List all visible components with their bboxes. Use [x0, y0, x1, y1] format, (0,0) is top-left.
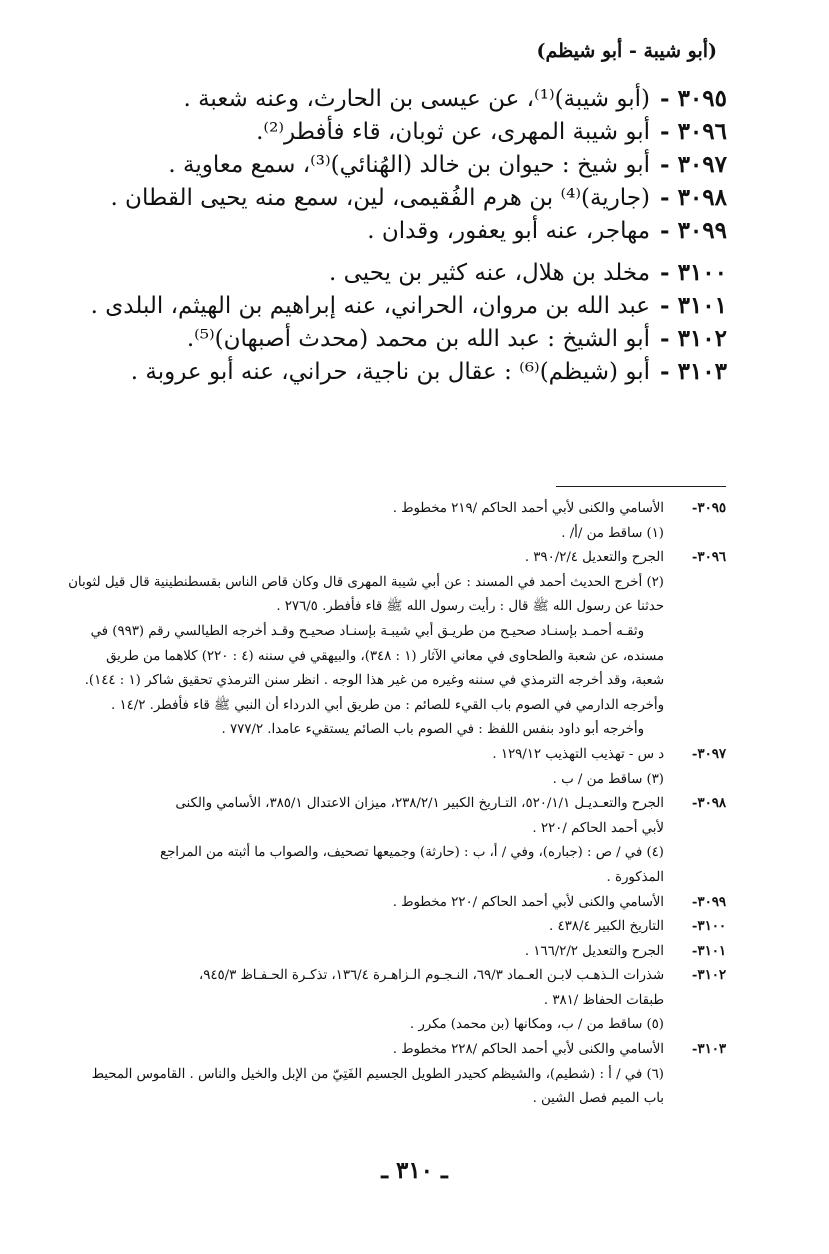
entry-number: ٣٠٩٦ - [660, 118, 727, 145]
footnote-line: (١) ساقط من /أ/ . [561, 525, 664, 541]
footnote-line: لأبي أحمد الحاكم /٢٢٠ . [532, 820, 664, 836]
footnote-line: وأخرجه أبو داود بنفس اللفظ : في الصوم باب الصائم يستقيء عامدا. ٧٧٧/٢ . [221, 722, 644, 738]
footnote-entry-number: ٣١٠٠- [691, 919, 726, 935]
footnote-line: التاريخ الكبير ٤٣٨/٤ . [549, 919, 664, 935]
entry-text: أبو شيبة المهرى، عن ثوبان، قاء فأفطر⁽²⁾. [256, 119, 651, 145]
footnote-line: د س - تهذيب التهذيب ١٢٩/١٢ . [492, 746, 664, 762]
entry-row [40, 256, 727, 289]
entry-row [40, 214, 727, 247]
footnote-block [86, 743, 726, 792]
entry-number: ٣١٠٣ - [660, 358, 727, 385]
footnote-body [86, 1038, 664, 1112]
footnote-line: الجرح والتعـديـل ٥٢٠/١/١، التـاريخ الكبير ٢٣٨/٢/١، ميزان الاعتدال ٣٨٥/١، الأسامي والكنى [175, 796, 664, 812]
footnote-body [68, 546, 664, 743]
footnote-line: (٥) ساقط من / ب، ومكانها (بن محمد) مكرر . [409, 1017, 664, 1033]
footnote-line: الجرح والتعديل ٣٩٠/٢/٤ . [524, 550, 664, 566]
footnote-block [68, 546, 726, 743]
entry-row [40, 82, 727, 115]
footnote-block [86, 940, 726, 965]
footnote-entry-number: ٣١٠٣- [691, 1042, 726, 1058]
footnote-line: (٢) أخرج الحديث أحمد في المسند : عن أبي شيبة المهرى قال وكان قاص الناس بقسطنطينية قال قيل لثوبان [68, 574, 664, 590]
footnote-entry-number: ٣٠٩٧- [691, 746, 726, 762]
entry-number: ٣٠٩٩ - [660, 217, 727, 244]
entry-number: ٣١٠٠ - [660, 259, 727, 286]
entries-list [40, 82, 727, 388]
footnote-line: الأسامي والكنى لأبي أحمد الحاكم /٢٢٠ مخطوط . [392, 894, 664, 910]
footnote-body [86, 940, 664, 965]
footnote-block [86, 792, 726, 890]
entry-number: ٣٠٩٧ - [660, 151, 727, 178]
entry-text: مخلد بن هلال، عنه كثير بن يحيى . [328, 260, 651, 286]
footnote-block [86, 891, 726, 916]
entry-number: ٣٠٩٨ - [660, 184, 727, 211]
footnote-body [86, 497, 664, 546]
footnote-line: المذكورة . [606, 869, 664, 885]
footnote-entry-number: ٣٠٩٩- [691, 894, 726, 910]
footnote-line: طبقات الحفاظ /٣٨١ . [543, 992, 664, 1008]
entry-text: أبو شيخ : حيوان بن خالد (الهُنائي)⁽³⁾، سمع معاوية . [168, 152, 651, 178]
footnote-line: وأخرجه الدارمي في الصوم باب القيء للصائم : من طريق أبي الدرداء أن النبي ﷺ قاء فأفطر. ١٤/٢ . [111, 697, 664, 713]
footnote-entry-number: ٣١٠١- [691, 943, 726, 959]
footnote-entry-number: ٣٠٩٥- [691, 501, 726, 516]
footnote-separator [556, 486, 726, 487]
entry-row [40, 181, 727, 214]
footnote-body [86, 792, 664, 890]
footnote-line: الأسامي والكنى لأبي أحمد الحاكم /٢١٩ مخطوط . [392, 501, 664, 516]
entry-text: (جارية)⁽⁴⁾ بن هرم الفُقيمى، لين، سمع منه يحيى القطان . [110, 185, 651, 211]
footnote-line: (٦) في / أ : (شطيم)، والشيظم كحيدر الطويل الجسيم الفَتِيّ من الإبل والخيل والناس . القاموس المحيط [91, 1066, 664, 1082]
entry-text: أبو (شيظم)⁽⁶⁾ : عقال بن ناجية، حراني، عنه أبو عروبة . [130, 359, 651, 385]
footnote-line: وثقـه أحمـد بإسنـاد صحيـح من طريـق أبي شيبـة بإسنـاد صحيـح وقـد أخرجه الطيالسي رقم (٩٩٣) في [90, 623, 644, 639]
footnote-line: حدثنا عن رسول الله ﷺ قال : رأيت رسول الله ﷺ قاء فأفطر. ٢٧٦/٥ . [276, 599, 664, 615]
footnote-block [86, 915, 726, 940]
entry-text: مهاجر، عنه أبو يعفور، وقدان . [367, 218, 651, 244]
footnote-line: الأسامي والكنى لأبي أحمد الحاكم /٢٢٨ مخطوط . [392, 1042, 664, 1058]
footnote-line: شعبة، وقد أخرجه الترمذي في سننه وغيره من غير هذا الوجه . انظر سنن الترمذي تحقيق شاكر (١ : ١٤٤). [84, 673, 664, 689]
running-header: (أبو شيبة - أبو شيظم) [536, 40, 717, 62]
footnote-body [86, 964, 664, 1038]
entry-row [40, 289, 727, 322]
footnote-body [86, 743, 664, 792]
footnote-block [86, 1038, 726, 1112]
footnote-line: الجرح والتعديل ١٦٦/٢/٢ . [524, 943, 664, 959]
footnote-line: مسنده، عن شعبة والطحاوى في معاني الآثار (١ : ٣٤٨)، والبيهقي في سننه (٤ : ٢٢٠) كلاهما من طريق [106, 648, 664, 664]
footnote-body [86, 915, 664, 940]
footnote-line: (٣) ساقط من / ب . [552, 771, 664, 787]
footnote-block [86, 497, 726, 546]
footnote-line: (٤) في / ص : (جباره)، وفي / أ، ب : (حارثة) وجميعها تصحيف، والصواب ما أثبته من المراجع [160, 845, 664, 861]
entry-text: عبد الله بن مروان، الحراني، عنه إبراهيم بن الهيثم، البلدى . [90, 293, 651, 319]
page-number: ـ ٣١٠ ـ [381, 1157, 448, 1184]
footnote-line: باب الميم فصل الشين . [532, 1091, 664, 1107]
footnote-entry-number: ٣٠٩٦- [691, 550, 726, 566]
footnote-entry-number: ٣١٠٢- [691, 968, 726, 984]
entry-row [40, 322, 727, 355]
footnote-line: شذرات الـذهـب لابـن العـماد ٦٩/٣، النـجـوم الـزاهـرة ١٣٦/٤، تذكـرة الحـفـاظ ٩٤٥/٣، [198, 968, 664, 984]
entry-row [40, 148, 727, 181]
entry-number: ٣١٠١ - [660, 292, 727, 319]
footnote-entry-number: ٣٠٩٨- [691, 796, 726, 812]
entry-text: (أبو شيبة)⁽¹⁾، عن عيسى بن الحارث، وعنه شعبة . [183, 86, 651, 112]
entry-text: أبو الشيخ : عبد الله بن محمد (محدث أصبهان)⁽⁵⁾. [186, 326, 651, 352]
footnote-block [86, 964, 726, 1038]
footnotes-section [68, 497, 726, 1112]
entry-row [40, 355, 727, 388]
entry-number: ٣٠٩٥ - [660, 85, 727, 112]
entry-row [40, 115, 727, 148]
entry-number: ٣١٠٢ - [660, 325, 727, 352]
footnote-body [86, 891, 664, 916]
